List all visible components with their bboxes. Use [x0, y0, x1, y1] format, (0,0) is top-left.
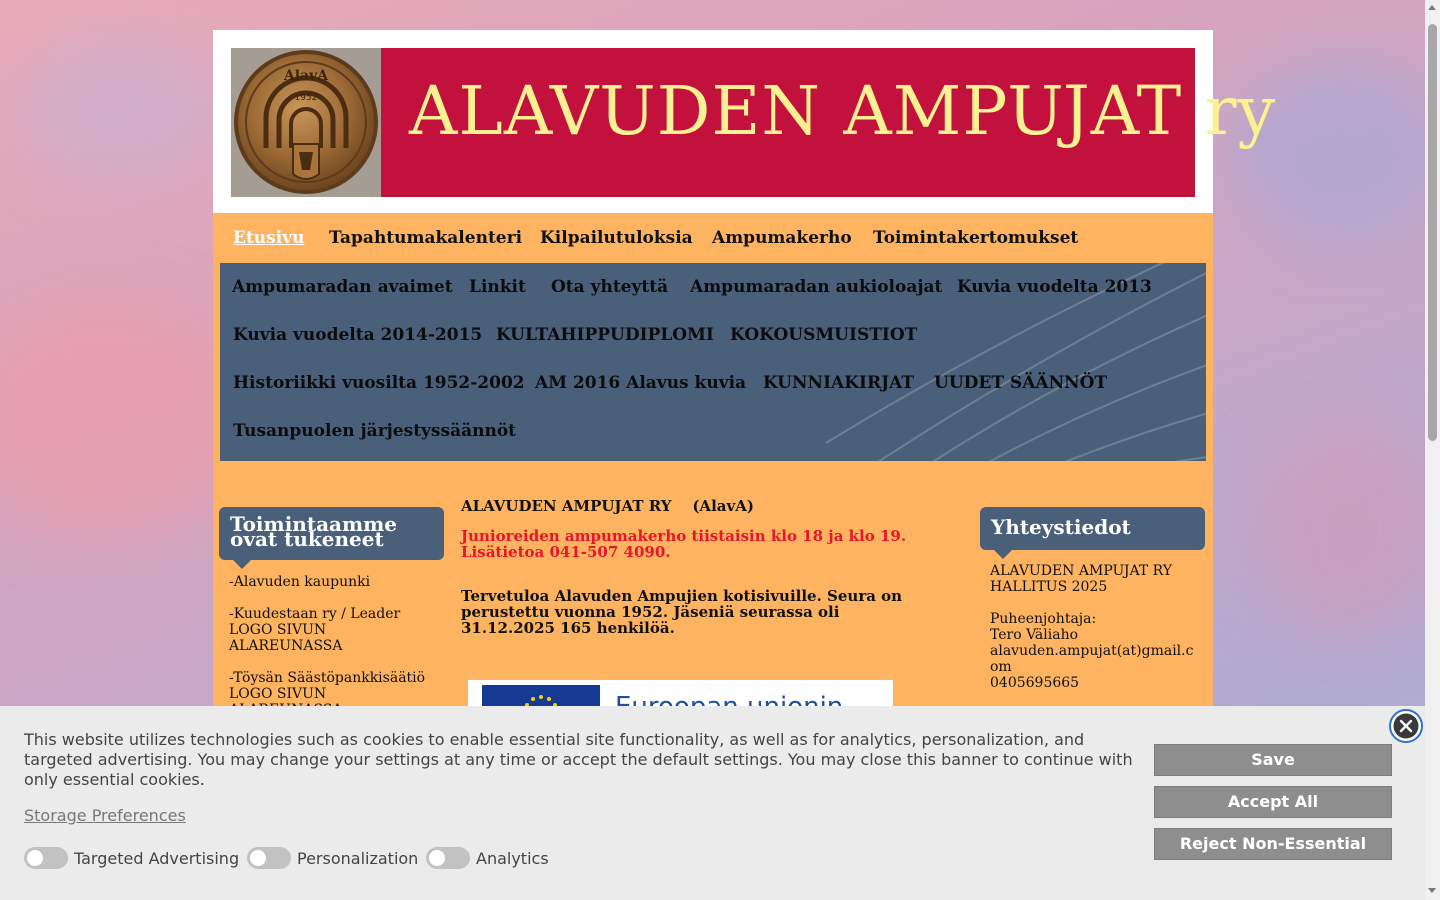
subnav-item-kunniakirjat[interactable]: KUNNIAKIRJAT [763, 373, 915, 393]
subnav-item-kuvia-2013[interactable]: Kuvia vuodelta 2013 [957, 277, 1152, 297]
save-button[interactable]: Save [1154, 744, 1392, 776]
sidebar-left-title [219, 507, 444, 560]
scroll-down-icon[interactable] [1428, 888, 1436, 893]
title-banner [381, 48, 1277, 197]
title-notch [994, 550, 1012, 559]
medal-year: 1952 [294, 93, 318, 103]
accept-all-button[interactable]: Accept All [1154, 786, 1392, 818]
subnav-item-historiikki[interactable]: Historiikki vuosilta 1952-2002 [233, 373, 525, 393]
contact-org: ALAVUDEN AMPUJAT RY [990, 563, 1173, 579]
contact-role: Puheenjohtaja: [990, 611, 1097, 627]
subnav-item-jarjestyssaannot[interactable]: Tusanpuolen järjestyssäännöt [233, 421, 517, 441]
subnav-item-aukioloajat[interactable]: Ampumaradan aukioloajat [690, 277, 943, 297]
sidebar-left-content [219, 574, 444, 718]
toggle-personalization[interactable] [247, 847, 418, 869]
storage-preferences-link[interactable]: Storage Preferences [24, 806, 186, 825]
nav-item-kilpailutuloksia[interactable]: Kilpailutuloksia [540, 228, 693, 248]
background-cloud [20, 40, 220, 180]
contact-content [980, 563, 1205, 691]
medal-text: AlavA [283, 68, 329, 84]
subnav-item-kokousmuistiot[interactable]: KOKOUSMUISTIOT [730, 325, 918, 345]
toggle-label: Personalization [297, 848, 419, 868]
club-medal-logo[interactable] [231, 48, 381, 197]
sidebar-right [980, 507, 1205, 691]
toggle-label: Analytics [476, 848, 549, 868]
sidebar-left [219, 507, 444, 718]
supporter-item: -Töysän Säästöpankkisäätiö LOGO SIVUN [229, 670, 426, 702]
junior-notice: Junioreiden ampumakerho tiistaisin klo 18 ja klo 19. Lisätietoa 041-507 4090. [461, 527, 907, 561]
title-notch [233, 560, 251, 569]
nav-item-etusivu[interactable]: Etusivu [233, 228, 305, 248]
toggle-switch[interactable] [426, 847, 470, 869]
main-heading: ALAVUDEN AMPUJAT RY (AlavA) [461, 497, 754, 515]
toggle-analytics[interactable] [426, 847, 549, 869]
sidebar-left-title-text: Toimintaamme ovat tukeneet [230, 512, 398, 551]
cookie-notice-text: This website utilizes technologies such as cookies to enable essential site functionality, as well as for analytics, personalization, and targeted advertising. You may change your settings at any time or accept the default settings. You may close this banner to continue with only essential cookies. [24, 730, 1133, 789]
contact-board: HALLITUS 2025 [990, 579, 1108, 595]
nav-item-tapahtumakalenteri[interactable]: Tapahtumakalenteri [329, 228, 523, 248]
main-content [461, 497, 921, 636]
subnav-item-kultahippudiplomi[interactable]: KULTAHIPPUDIPLOMI [496, 325, 714, 345]
site-header [213, 30, 1277, 213]
page-scrollbar[interactable] [1425, 0, 1440, 900]
reject-non-essential-button[interactable]: Reject Non-Essential [1154, 828, 1392, 860]
toggle-label: Targeted Advertising [74, 848, 240, 868]
subnav-item-ota-yhteytta[interactable]: Ota yhteyttä [551, 277, 669, 297]
scroll-up-icon[interactable] [1428, 5, 1436, 10]
main-nav [213, 213, 1213, 263]
nav-item-ampumakerho[interactable]: Ampumakerho [712, 228, 852, 248]
close-icon[interactable] [1389, 709, 1423, 743]
subnav-item-am-2016[interactable]: AM 2016 Alavus kuvia [535, 373, 747, 393]
subnav-item-uudet-saannot[interactable]: UUDET SÄÄNNÖT [934, 373, 1108, 393]
contact-email[interactable]: alavuden.ampujat(at)gmail.c om [990, 643, 1194, 675]
cookie-banner [0, 706, 1425, 900]
toggle-targeted-advertising[interactable] [24, 847, 239, 869]
nav-item-toimintakertomukset[interactable]: Toimintakertomukset [873, 228, 1079, 248]
scrollbar-thumb[interactable] [1428, 24, 1437, 441]
contact-title [980, 507, 1205, 550]
supporter-item: -Alavuden kaupunki [229, 574, 371, 590]
subnav-item-linkit[interactable]: Linkit [469, 277, 526, 297]
supporter-item: -Kuudestaan ry / Leader LOGO SIVUN ALAREUNASSA [229, 606, 401, 654]
subnav-item-avaimet[interactable]: Ampumaradan avaimet [232, 277, 453, 297]
contact-title-text: Yhteystiedot [991, 515, 1131, 539]
contact-name: Tero Väliaho [990, 627, 1079, 643]
toggle-switch[interactable] [247, 847, 291, 869]
background-cloud [1250, 420, 1440, 640]
contact-phone[interactable]: 0405695665 [990, 675, 1080, 691]
site-title[interactable]: ALAVUDEN AMPUJAT ry [409, 72, 1277, 150]
intro-paragraph: Tervetuloa Alavuden Ampujien kotisivuille. Seura on perustettu vuonna 1952. Jäseniä seurassa oli 31.12.2025 165 henkilöä. [461, 587, 903, 637]
sub-nav [220, 263, 1206, 461]
toggle-switch[interactable] [24, 847, 68, 869]
subnav-item-kuvia-2014-2015[interactable]: Kuvia vuodelta 2014-2015 [233, 325, 483, 345]
